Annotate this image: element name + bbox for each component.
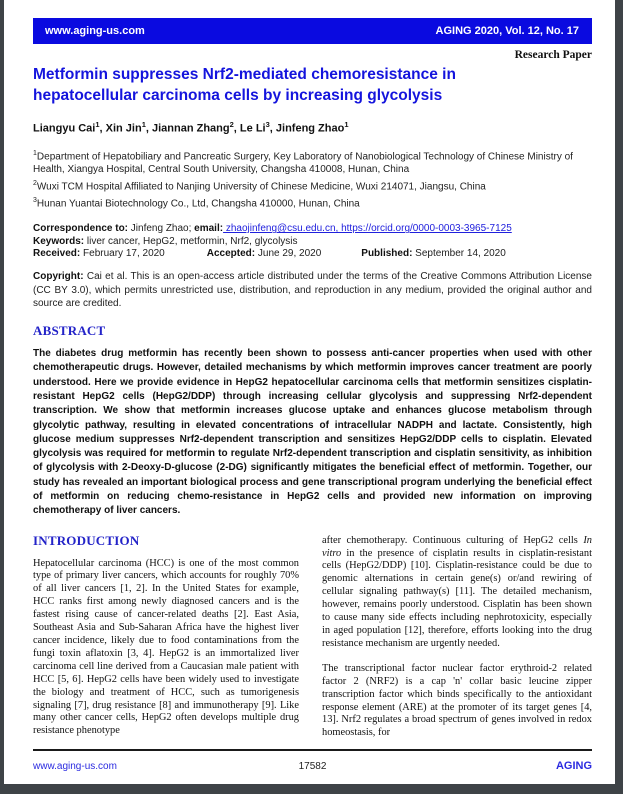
introduction-heading: INTRODUCTION xyxy=(33,532,140,548)
article-title: Metformin suppresses Nrf2-mediated chemoresistance in hepatocellular carcinoma cells by increasing glycolysis xyxy=(33,66,456,104)
introduction-paragraph-right-1 xyxy=(322,535,592,651)
author-name: Jiannan Zhang xyxy=(152,122,230,135)
affiliation-text: Department of Hepatobiliary and Pancreatic Surgery, Key Laboratory of Nanobiological Technology of Chinese Ministry of Health, Xiangya Hospital, Central South University, Changsha 410008, Hunan, China xyxy=(33,150,573,176)
author-sep: , xyxy=(233,122,240,135)
published-label: Published: xyxy=(361,248,413,260)
left-column xyxy=(33,532,299,741)
author-name: Xin Jin xyxy=(105,122,142,135)
introduction-paragraph-right-2: The transcriptional factor nuclear factor erythroid-2 related factor 2 (NRF2) is a cap 'n' collar basic leucine zipper transcription factor which binds specifically to the antioxidant response element (ARE) at the promoter of its target genes [4, 13]. Nrf2 regulates a broad spectrum of genes involved in redox homeostasis, for xyxy=(322,662,592,739)
page-footer xyxy=(33,760,592,772)
footer-site-url: www.aging-us.com xyxy=(33,761,117,773)
in-vitro-italic: In vitro xyxy=(322,534,592,559)
email-orcid-link[interactable]: zhaojinfeng@csu.edu.cn, https://orcid.org/0000-0003-3965-7125 xyxy=(223,223,512,235)
author-affil-sup: 3 xyxy=(265,120,270,129)
keywords-value: liver cancer, HepG2, metformin, Nrf2, glycolysis xyxy=(84,235,298,247)
author-affil-sup: 2 xyxy=(229,120,234,129)
copyright-notice xyxy=(33,270,592,310)
journal-issue-label: AGING 2020, Vol. 12, No. 17 xyxy=(435,25,579,37)
accepted-label: Accepted: xyxy=(206,248,256,260)
correspondence-name: Jinfeng Zhao; xyxy=(128,223,195,235)
journal-header-bar xyxy=(33,18,592,44)
author-sep: , xyxy=(269,122,276,135)
correspondence-label: Correspondence to: xyxy=(33,223,129,235)
right-column xyxy=(322,535,592,741)
copyright-label: Copyright: xyxy=(33,271,84,283)
accepted-value: June 29, 2020 xyxy=(255,248,322,260)
abstract-heading: ABSTRACT xyxy=(33,323,106,339)
affiliation-item xyxy=(33,194,592,211)
introduction-paragraph-left: Hepatocellular carcinoma (HCC) is one of the most common type of primary liver cancers, which accounts for roughly 70% of all liver cancers [1, 2]. In the United States for example, HCC ranks first among newly diagnosed cancers and is the fastest rising cause of cancer-related deaths [2]. East Asia, Southeast Asia and Sub-Saharan Africa have the highest liver cancer incidence, likely due to food contaminations from the fungi toxin aflatoxin [3, 4]. HepG2 is an immortalized liver carcinoma cell line derived from a Caucasian male patient with HCC [5, 6]. HepG2 cells have been widely used to investigate the biology and treatment of HCC, such as tumorigenesis signaling [7], drug resistance [8] and immunotherapy [9]. Like many other cancer cells, HepG2 often develops multiple drug resistance phenotype xyxy=(33,557,299,737)
author-affil-sup: 1 xyxy=(344,120,349,129)
received-date xyxy=(33,248,165,260)
correspondence-line xyxy=(33,223,592,235)
copyright-text: Cai et al. This is an open-access article distributed under the terms of the Creative Commons Attribution License (CC BY 3.0), which permits unrestricted use, distribution, and reproduction in any medium, provided the original author and source are credited. xyxy=(33,271,592,309)
article-meta xyxy=(33,223,592,260)
affiliation-list xyxy=(33,147,592,211)
affiliation-item xyxy=(33,177,592,194)
footer-page-number: 17582 xyxy=(298,761,327,773)
author-name: Jinfeng Zhao xyxy=(275,122,345,135)
affiliation-text: Hunan Yuantai Biotechnology Co., Ltd, Changsha 410000, Hunan, China xyxy=(36,197,360,209)
author-line xyxy=(33,120,592,135)
paper-page xyxy=(4,0,615,784)
accepted-date xyxy=(207,248,322,260)
keywords-label: Keywords: xyxy=(33,235,85,247)
journal-site-url: www.aging-us.com xyxy=(45,25,145,37)
affiliation-sup: 2 xyxy=(33,179,37,187)
footer-divider xyxy=(33,749,592,751)
author-affil-sup: 1 xyxy=(141,120,146,129)
abstract-body: The diabetes drug metformin has recently been shown to possess anti-cancer properties when used with other chemotherapeutic drugs. However, detailed mechanisms by which metformin improves cancer treatment are poorly understood. Here we provide evidence in HepG2 hepatocellular carcinoma cells that metformin sensitizes cisplatin-resistant HepG2 cells (HepG2/DDP) through increasing cellular glycolysis and suppressing Nrf2-dependent transcription. We show that metformin increases glucose uptake and enhances glucose metabolism through glycolytic pathway, resulting in elevated concentrations of intracellular NADPH and lactate. Consistently, high glucose medium suppresses Nrf2-dependent transcription and sensitizes HepG2/DDP cells to cisplatin. Elevated glycolysis was required for metformin to regulate Nrf2-dependent transcription and cisplatin sensitivity, as inhibition of glycolysis with 2-Deoxy-D-glucose (2-DG) significantly mitigates the beneficial effect of metformin. Together, our study has revealed an important biological process and gene transcriptional program underlying the beneficial effect of metformin on reducing chemo-resistance in HepG2 cells and provided new information on improving chemotherapy of liver cancers. xyxy=(33,348,592,517)
body-columns xyxy=(33,532,592,741)
footer-journal-brand: AGING xyxy=(555,760,592,773)
paragraph-text: in the presence of cisplatin results in cisplatin-resistant cells (HepG2/DDP) [10]. Cisplatin-resistance could be due to genomic alternations in certain gene(s) or/and rewiring of cellular signaling pathway(s) [11]. The detailed mechanism, however, remains poorly understood. Cisplatin has been shown to cause many side effects including nephrotoxicity, especially in aged population [12], therefore, efforts looking into the drug resistance mechanism are urgently needed. xyxy=(322,547,592,649)
author-name: Le Li xyxy=(239,122,266,135)
affiliation-sup: 1 xyxy=(33,149,37,157)
published-value: September 14, 2020 xyxy=(412,248,506,260)
author-affil-sup: 1 xyxy=(95,120,100,129)
author-sep: , xyxy=(145,122,152,135)
keywords-line xyxy=(33,236,592,248)
published-date xyxy=(361,248,506,260)
affiliation-item xyxy=(33,147,592,177)
research-paper-label: Research Paper xyxy=(514,49,592,61)
author-name: Liangyu Cai xyxy=(33,122,96,135)
received-label: Received: xyxy=(33,248,81,260)
email-label: email: xyxy=(194,223,224,235)
received-value: February 17, 2020 xyxy=(80,248,165,260)
author-sep: , xyxy=(99,122,106,135)
affiliation-text: Wuxi TCM Hospital Affiliated to Nanjing University of Chinese Medicine, Wuxi 214071, Jiangsu, China xyxy=(36,181,486,193)
paragraph-text: after chemotherapy. Continuous culturing of HepG2 cells xyxy=(322,534,584,546)
affiliation-sup: 3 xyxy=(33,196,37,204)
dates-line xyxy=(33,248,592,260)
